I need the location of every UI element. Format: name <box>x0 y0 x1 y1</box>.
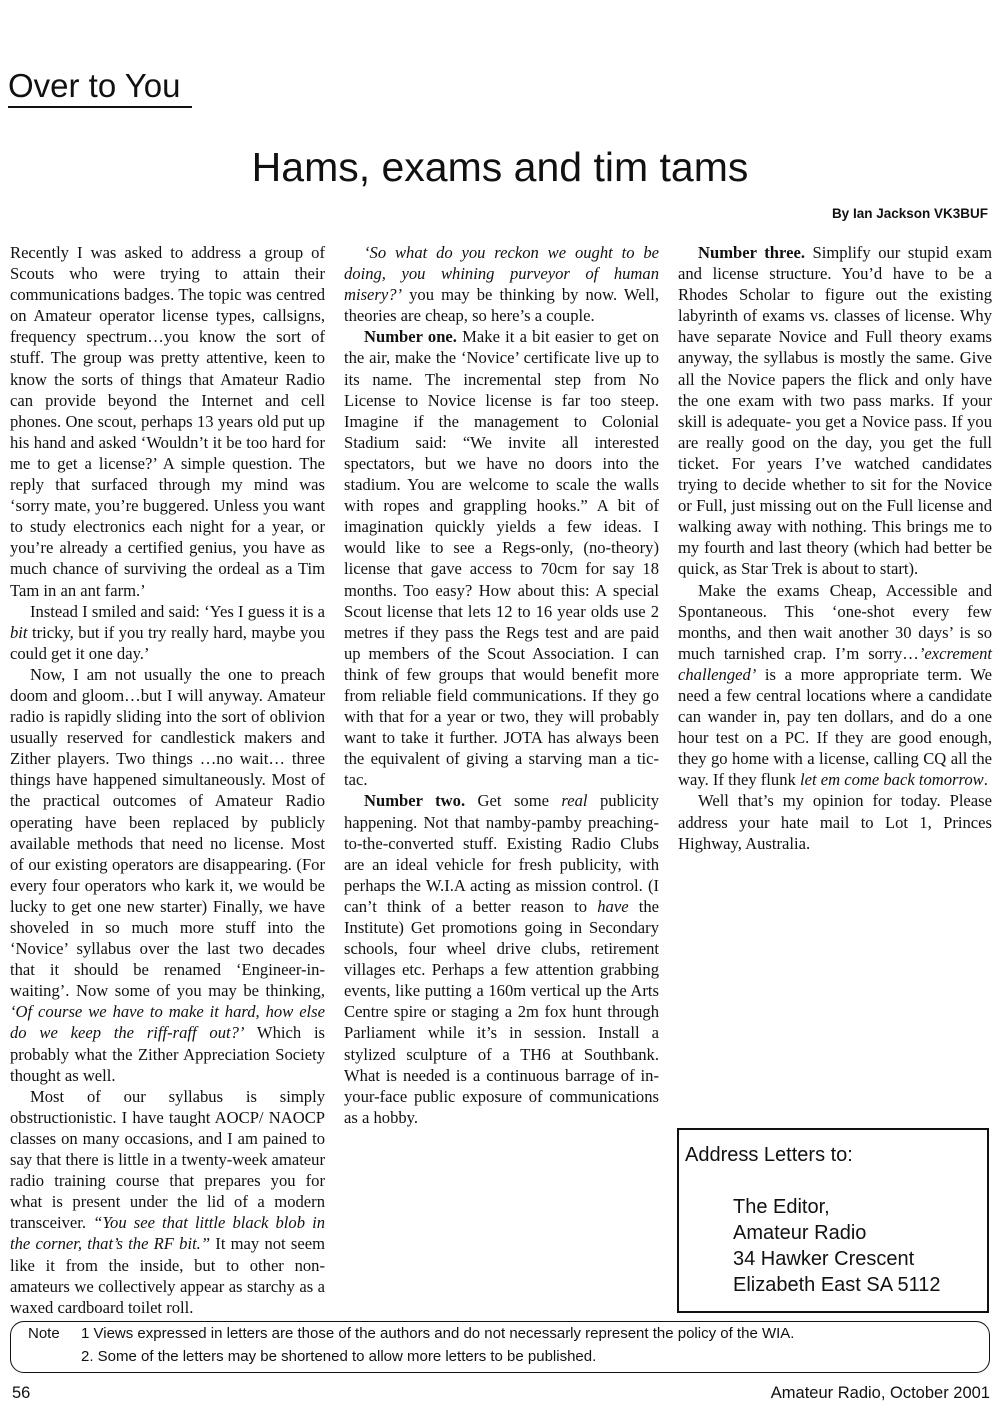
text-run: Number three. <box>698 243 805 262</box>
paragraph-6 <box>344 326 659 790</box>
article-column-2 <box>344 242 659 1128</box>
text-run: ’excrement challenged’ <box>678 643 992 684</box>
article-column-3 <box>678 242 992 854</box>
paragraph-8 <box>678 242 992 580</box>
address-line: Amateur Radio <box>733 1222 867 1244</box>
text-run: Now, I am not usually the one to preach doom and gloom…but I will anyway. Amateur radio is rapidly sliding into the sort of oblivion usually reserved for candlestick makers and Zither players. Two things …no wait… three things have happened simultaneously. Most of the practical outcomes of Amateur Radio operating have been replaced by publicly available methods that need no license. Most of our existing operators are disappearing. (For every four operators who kark it, we would be lucky to get one new starter) Finally, we have shoveled in so much more stuff into the ‘Novice’ syllabus over the last two decades that it should be renamed ‘Engineer-in-waiting’. Now some of you may be thinking, <box>10 664 325 1001</box>
article-column-1 <box>10 242 325 1318</box>
paragraph-2 <box>10 601 325 664</box>
address-letters-box <box>677 1128 989 1313</box>
article-title: Hams, exams and tim tams <box>251 144 749 190</box>
text-run: Instead I smiled and said: ‘Yes I guess it is a <box>30 601 325 621</box>
text-run: Recently I was asked to address a group of Scouts who were trying to attain their communications badges. The topic was centred on Amateur operator license types, callsigns, frequency spectrum…you know the sort of stuff. The group was pretty attentive, keen to know the sorts of things that Amateur Radio can provide beyond the Internet and cell phones. One scout, perhaps 13 years old put up his hand and asked ‘Wouldn’t it be too hard for me to get a license?’ A simple question. The reply that surfaced through my mind was ‘sorry mate, you’re buggered. Unless you want to study electronics each night for a year, or you’re already a certified genius, you have as much chance of surviving the ordeal as a Tim Tam in an ant farm.’ <box>10 243 325 600</box>
paragraph-7 <box>344 790 659 1128</box>
text-run: Number one. <box>364 327 457 347</box>
text-run: Get some <box>465 791 562 811</box>
text-run: ‘So what do you reckon we ought to be doing, you whining purveyor of human misery?’ <box>344 243 659 305</box>
note-item: 1 Views expressed in letters are those of the authors and do not necessarly represent the policy of the WIA. <box>81 1325 795 1342</box>
paragraph-1 <box>10 242 325 601</box>
paragraph-4 <box>10 1086 325 1318</box>
text-run: . <box>983 770 988 790</box>
note-item: 2. Some of the letters may be shortened to allow more letters to be published. <box>81 1348 597 1365</box>
text-run: have <box>597 896 629 916</box>
text-run: real <box>561 791 588 811</box>
paragraph-3 <box>10 664 325 1086</box>
text-run: bit <box>10 622 28 642</box>
text-run: “You see that little black blob in the corner, that’s the RF bit.” <box>10 1213 325 1254</box>
text-run: Make it a bit easier to get on the air, make the ‘Novice’ certificate live up to its name. The incremental step from No License to Novice license is far too steep. Imagine if the management to Colonial Stadium said: “We invite all interested spectators, but we have no doors into the stadium. You are welcome to scale the walls with ropes and grappling hooks.” A bit of imagination quickly yields a few ideas. I would like to see a Regs-only, (no-theory) license that gave access to 70cm for say 18 months. Too easy? How about this: A special Scout license that lets 12 to 16 year olds use 2 metres if they pass the Regs test and are paid up members of the Scout Association. I can think of few groups that would benefit more from reliable field communications. If they go with that for a year or two, they will probably want to take it further. JOTA has always been the equivalent of giving a starving man a tic-tac. <box>344 327 659 790</box>
paragraph-10 <box>678 790 992 853</box>
note-label: Note <box>28 1325 60 1342</box>
section-heading: Over to You <box>8 66 192 108</box>
text-run: is a more appropriate term. We need a few central locations where a candidate can wander in, pay ten dollars, and do a one hour test on a PC. If they are good enough, they go home with a license, calling CQ all the way. If they flunk <box>678 664 992 790</box>
text-run: Which is probably what the Zither Appreciation Society thought as well. <box>10 1023 326 1085</box>
text-run: tricky, but if you try really hard, maybe you could get it one day.’ <box>10 622 325 663</box>
text-run: the Institute) Get promotions going in Secondary schools, four wheel drive clubs, retirement villages etc. Perhaps a few attention grabbing events, like putting a 160m vertical up the Arts Centre spire or staging a 2m fox hunt through Parliament while it’s in session. Install a stylized sculpture of a TH6 at Southbank. What is needed is a continuous barrage of in-your-face public exposure of communications as a hobby. <box>344 896 659 1127</box>
text-run: ‘Of course we have to make it hard, how else do we keep the riff-raff out?’ <box>10 1002 325 1043</box>
paragraph-5 <box>344 242 659 326</box>
text-run: Most of our syllabus is simply obstructionistic. I have taught AOCP/ NAOCP classes on many occasions, and I am pained to say that there is little in a twenty-week amateur radio training course that prepares you for what is present under the lid of a modern transceiver. <box>10 1086 325 1233</box>
text-run: let em come back tomorrow <box>799 770 984 790</box>
text-run: Well that’s my opinion for today. Please address your hate mail to Lot 1, Princes Highway, Australia. <box>678 791 992 853</box>
article-byline: By Ian Jackson VK3BUF <box>831 206 988 221</box>
text-run: Number two. <box>364 791 466 811</box>
publication-footer: Amateur Radio, October 2001 <box>770 1384 990 1402</box>
page-number: 56 <box>12 1384 31 1402</box>
address-line: 34 Hawker Crescent <box>733 1248 915 1270</box>
text-run: It may not seem like it from the inside, but to other non-amateurs we collectively appear as starchy as a waxed cardboard toilet roll. <box>10 1234 325 1317</box>
editorial-notes-box <box>10 1321 990 1373</box>
paragraph-9 <box>678 580 992 791</box>
text-run: publicity happening. Not that namby-pamby preaching-to-the-converted stuff. Existing Radio Clubs are an ideal vehicle for fresh publicity, with perhaps the W.I.A acting as mission control. (I can’t think of a better reason to <box>344 791 659 916</box>
address-heading: Address Letters to: <box>685 1144 853 1166</box>
text-run: you may be thinking by now. Well, theories are cheap, so here’s a couple. <box>344 285 659 326</box>
text-run: Simplify our stupid exam and license structure. You’d have to be a Rhodes Scholar to figure out the existing labyrinth of exams vs. classes of license. Why have separate Novice and Full theory exams anyway, the syllabus is mostly the same. Give all the Novice papers the flick and only have the one exam with two pass marks. If your skill is adequate- you get a Novice pass. If you are really good on the day, you get the full ticket. For years I’ve watched candidates trying to decide whether to sit for the Novice or Full, just missing out on the Full license and walking away with nothing. This brings me to my fourth and last theory (which had better be quick, as Star Trek is about to start). <box>678 243 992 579</box>
address-line: The Editor, <box>733 1196 830 1218</box>
text-run: Make the exams Cheap, Accessible and Spontaneous. This ‘one-shot every few months, and then wait another 30 days’ is so much tarnished crap. I’m sorry… <box>678 580 992 663</box>
address-line: Elizabeth East SA 5112 <box>733 1274 941 1296</box>
